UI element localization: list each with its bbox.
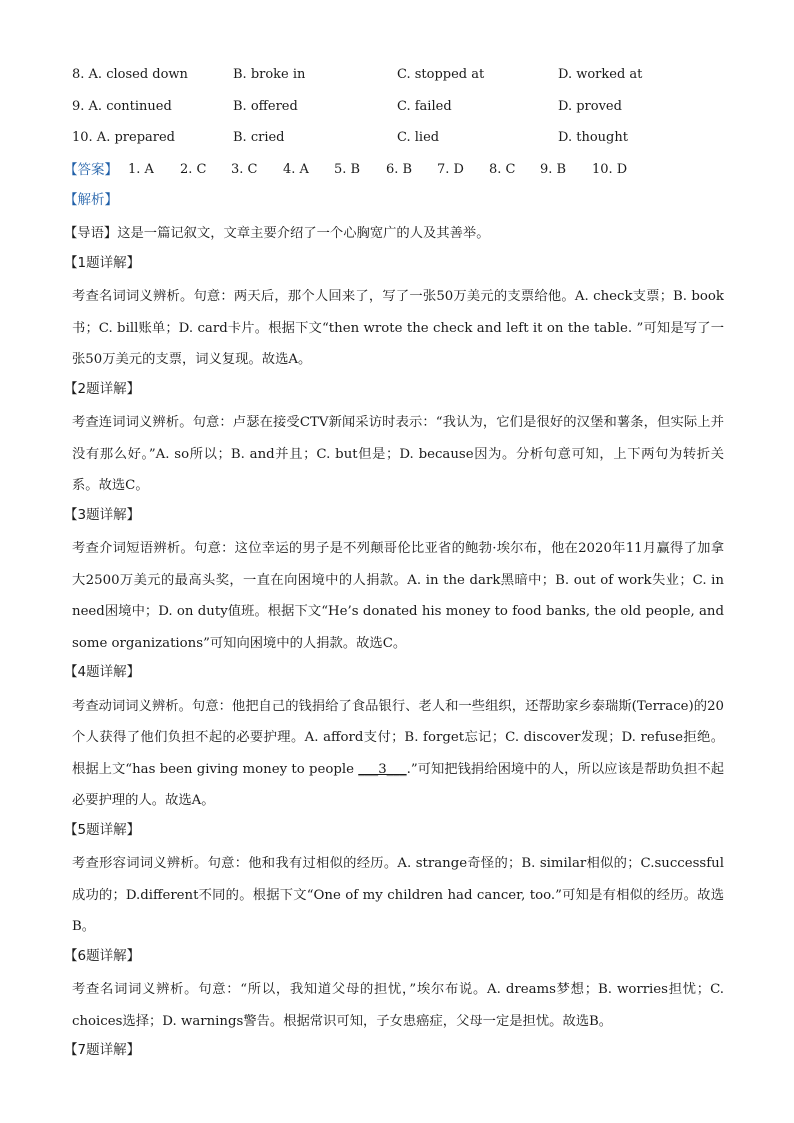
option-text: B. offered (233, 98, 298, 114)
option-text: C. stopped at (397, 67, 485, 82)
detail-text-6: 考查名词词义辨析。句意：“所以，我知道父母的担忧，”埃尔布说。A. dreams梦想；B. worries担忧；C. choices选择；D. warnings警告。根据常识可知，子女患癌症，父母一定是担忧。故选B。 (72, 982, 724, 1029)
answer-item: 7. D (437, 161, 464, 177)
option-row-8 (72, 62, 724, 94)
answer-item: 1. A (128, 161, 154, 177)
answer-item: 3. C (231, 161, 258, 177)
answer-item: 4. A (283, 161, 309, 177)
answer-row (64, 157, 724, 187)
option-text: 8. A. closed down (72, 67, 188, 82)
detail-title-3: 【3题详解】 (64, 506, 141, 523)
intro-tag: 【导语】 (64, 226, 118, 241)
intro-text: 这是一篇记叙文，文章主要介绍了一个心胸宽广的人及其善举。 (117, 226, 490, 241)
detail-text-4 (72, 691, 724, 817)
answer-item: 9. B (540, 161, 567, 177)
option-text: D. proved (558, 98, 622, 114)
detail-text-5: 考查形容词词义辨析。句意：他和我有过相似的经历。A. strange奇怪的；B. similar相似的；C.successful成功的；D.different不同的。根据下文“One of my children had cancer, too.”可知是有相似的经历。故选B。 (72, 856, 724, 934)
option-text: B. cried (233, 130, 285, 145)
detail-title-4: 【4题详解】 (64, 664, 141, 680)
detail-title-5: 【5题详解】 (64, 821, 141, 838)
option-text: 9. A. continued (72, 98, 172, 114)
detail-title-1: 【1题详解】 (64, 254, 141, 271)
blank-3: ___3___ (358, 761, 407, 777)
option-text: D. worked at (558, 67, 643, 82)
detail-text-4-before: 考查动词词义辨析。句意：他把自己的钱捐给了食品银行、老人和一些组织，还帮助家乡泰瑞斯(Terrace)的20个人获得了他们负担不起的必要护理。A. afford支付；B. forget忘记；C. discover发现；D. refuse拒绝。根据上文“has been giving money to people (72, 698, 724, 777)
answer-tag: 【答案】 (64, 161, 118, 178)
document-page (64, 62, 724, 1069)
detail-text-4-after: .”可知把钱捐给困境中的人，所以应该是帮助负担不起必要护理的人。故选A。 (72, 761, 724, 808)
analysis-tag: 【解析】 (64, 191, 118, 208)
detail-title-7: 【7题详解】 (64, 1042, 141, 1058)
intro-paragraph (64, 218, 724, 250)
option-row-10 (72, 125, 724, 157)
option-row-9 (72, 94, 724, 126)
detail-title-6: 【6题详解】 (64, 947, 141, 964)
option-text: D. thought (558, 130, 628, 145)
option-text: 10. A. prepared (72, 130, 175, 145)
detail-text-3: 考查介词短语辨析。句意：这位幸运的男子是不列颠哥伦比亚省的鲍勃·埃尔布，他在2020年11月赢得了加拿大2500万美元的最高头奖，一直在向困境中的人捐款。A. in the dark黑暗中；B. out of work失业；C. in need困境中；D. on duty值班。根据下文“He’s donated his money to food banks, the old people, and some organizations”可知向困境中的人捐款。故选C。 (72, 541, 724, 651)
answer-item: 10. D (592, 161, 628, 177)
answer-item: 5. B (334, 161, 361, 177)
answer-item: 2. C (180, 161, 207, 177)
option-text: C. failed (397, 98, 452, 114)
detail-text-2: 考查连词词义辨析。句意：卢瑟在接受CTV新闻采访时表示：“我认为，它们是很好的汉堡和薯条，但实际上并没有那么好。”A. so所以；B. and并且；C. but但是；D. because因为。分析句意可知，上下两句为转折关系。故选C。 (72, 415, 724, 493)
detail-title-2: 【2题详解】 (64, 380, 141, 397)
option-text: C. lied (397, 130, 440, 145)
answer-item: 8. C (489, 161, 516, 177)
answer-item: 6. B (386, 161, 413, 177)
detail-text-1: 考查名词词义辨析。句意：两天后，那个人回来了，写了一张50万美元的支票给他。A. check支票；B. book书；C. bill账单；D. card卡片。根据下文“then wrote the check and left it on the table. ”可知是写了一张50万美元的支票，词义复现。故选A。 (72, 289, 724, 367)
option-text: B. broke in (233, 67, 306, 82)
